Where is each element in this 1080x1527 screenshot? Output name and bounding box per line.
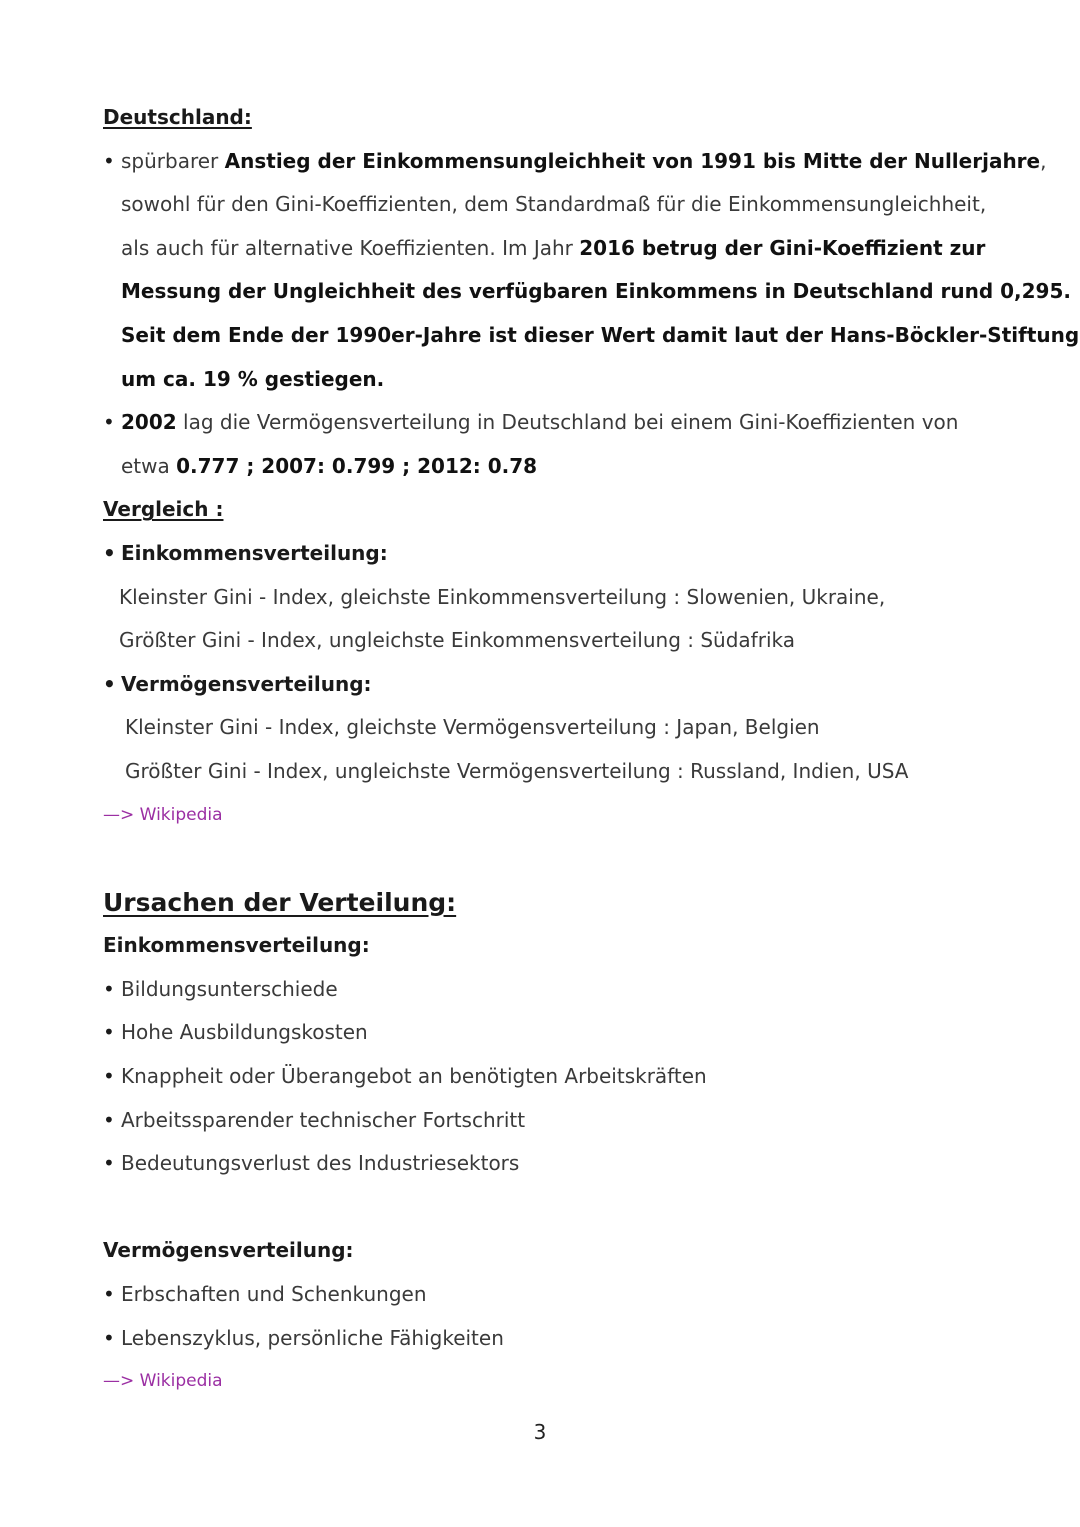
list-item: • Bedeutungsverlust des Industriesektors [103,1142,1003,1186]
subheading-einkommensverteilung: Einkommensverteilung: [103,933,370,958]
comparison-line: Größter Gini - Index, ungleichste Vermögensverteilung : Russland, Indien, USA [125,758,909,783]
section-heading-vergleich: Vergleich : [103,497,224,522]
section-heading-ursachen: Ursachen der Verteilung: [103,887,457,917]
list-item-continuation: um ca. 19 % gestiegen. [121,366,385,391]
comparison-line: Kleinster Gini - Index, gleichste Vermögensverteilung : Japan, Belgien [125,715,820,740]
list-item: • Hohe Ausbildungskosten [103,1011,1003,1055]
list-item-continuation: Messung der Ungleichheit des verfügbaren Einkommens in Deutschland rund 0,295. [121,279,1071,304]
text-run-bold: 0.777 ; 2007: 0.799 ; 2012: 0.78 [176,453,538,478]
text-run-bold: Anstieg der Einkommensungleichheit von 1991 bis Mitte der Nullerjahre [224,148,1041,173]
list-item: • Erbschaften und Schenkungen [103,1273,1003,1317]
text-run: spürbarer [121,148,225,173]
list-item [103,401,1003,445]
list-item: • Arbeitssparender technischer Fortschritt [103,1099,1003,1143]
subheading-vermoegensverteilung: Vermögensverteilung: [103,1238,354,1263]
list-item: • Lebenszyklus, persönliche Fähigkeiten [103,1317,1003,1361]
document-page [103,96,1080,1404]
list-item-continuation: sowohl für den Gini-Koeffizienten, dem Standardmaß für die Einkommensungleichheit, [121,192,987,217]
comparison-line: Größter Gini - Index, ungleichste Einkommensverteilung : Südafrika [119,628,795,653]
wikipedia-source-link[interactable]: —> Wikipedia [103,1371,223,1392]
wikipedia-source-link[interactable]: —> Wikipedia [103,804,223,825]
list-item-einkommensverteilung: • Einkommensverteilung: [103,532,1003,576]
list-item-continuation [103,445,1003,489]
list-item-vermoegensverteilung: • Vermögensverteilung: [103,663,1003,707]
text-run: als auch für alternative Koeffizienten. Im Jahr [121,235,580,260]
text-run-bold: 2016 betrug der Gini-Koeffizient zur [579,235,986,260]
comparison-line: Kleinster Gini - Index, gleichste Einkommensverteilung : Slowenien, Ukraine, [119,584,886,609]
list-item [103,140,1047,184]
list-item: • Knappheit oder Überangebot an benötigten Arbeitskräften [103,1055,1003,1099]
list-item-continuation: Seit dem Ende der 1990er-Jahre ist dieser Wert damit laut der Hans-Böckler-Stiftung [121,322,1080,347]
list-item-continuation [103,227,1003,271]
spacer [103,1186,1003,1230]
text-run: , [1040,148,1047,173]
section-heading-deutschland: Deutschland: [103,105,252,129]
text-run-bold: 2002 [121,410,177,435]
spacer [103,837,1003,881]
list-item: • Bildungsunterschiede [103,968,1003,1012]
text-run: etwa [121,453,177,478]
page-number: 3 [533,1420,547,1444]
text-run: lag die Vermögensverteilung in Deutschland bei einem Gini-Koeffizienten von [176,410,959,435]
